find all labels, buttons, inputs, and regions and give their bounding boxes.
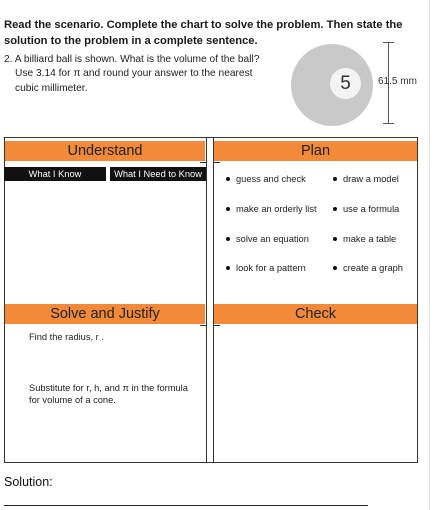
solution-answer-line[interactable]: [4, 505, 368, 506]
plan-header: Plan: [214, 141, 417, 161]
bullet-icon: [226, 237, 230, 241]
instructions: Read the scenario. Complete the chart to solve the problem. Then state the solution to the problem in a complete sentence.: [4, 19, 403, 47]
plan-item-create-graph: create a graph: [333, 263, 403, 273]
question-line-1: 2. A billiard ball is shown. What is the volume of the ball?: [4, 54, 260, 65]
plan-item-orderly-list: make an orderly list: [226, 204, 317, 214]
question-line-3: cubic millimeter.: [15, 83, 88, 94]
chart-divider-left: [206, 138, 207, 462]
plan-item-look-for-pattern: look for a pattern: [226, 263, 306, 273]
what-i-need-to-know-tab: What I Need to Know: [110, 167, 206, 181]
bullet-icon: [333, 237, 337, 241]
dimension-cap-bottom: [383, 123, 394, 124]
problem-solving-chart: [4, 137, 418, 463]
bullet-icon: [226, 207, 230, 211]
question-line-2: Use 3.14 for π and round your answer to the nearest: [15, 68, 253, 79]
divider-bracket: [214, 325, 220, 334]
understand-header: Understand: [5, 141, 205, 161]
check-header: Check: [214, 304, 417, 324]
plan-item-guess-and-check: guess and check: [226, 174, 306, 184]
plan-item-draw-model: draw a model: [333, 174, 399, 184]
solution-label: Solution:: [4, 475, 53, 489]
bullet-icon: [333, 266, 337, 270]
ball-number: 5: [340, 73, 351, 94]
solve-step-substitute-line-2: for volume of a cone.: [29, 395, 116, 405]
bullet-icon: [333, 207, 337, 211]
divider-bracket: [200, 325, 206, 334]
solve-step-find-radius: Find the radius, r .: [29, 332, 104, 342]
what-i-know-tab: What I Know: [4, 167, 106, 181]
plan-item-solve-equation: solve an equation: [226, 234, 309, 244]
divider-bracket: [214, 162, 220, 171]
divider-bracket: [200, 162, 206, 171]
ball-diameter-label: 61.5 mm: [378, 76, 417, 87]
solve-justify-header: Solve and Justify: [5, 304, 205, 324]
plan-item-use-formula: use a formula: [333, 204, 399, 214]
plan-item-make-table: make a table: [333, 234, 396, 244]
chart-divider-right: [213, 138, 214, 462]
page-edge: [429, 0, 430, 510]
bullet-icon: [226, 266, 230, 270]
solve-step-substitute-line-1: Substitute for r, h, and π in the formula: [29, 383, 188, 393]
dimension-cap-top: [383, 42, 394, 43]
bullet-icon: [333, 177, 337, 181]
bullet-icon: [226, 177, 230, 181]
